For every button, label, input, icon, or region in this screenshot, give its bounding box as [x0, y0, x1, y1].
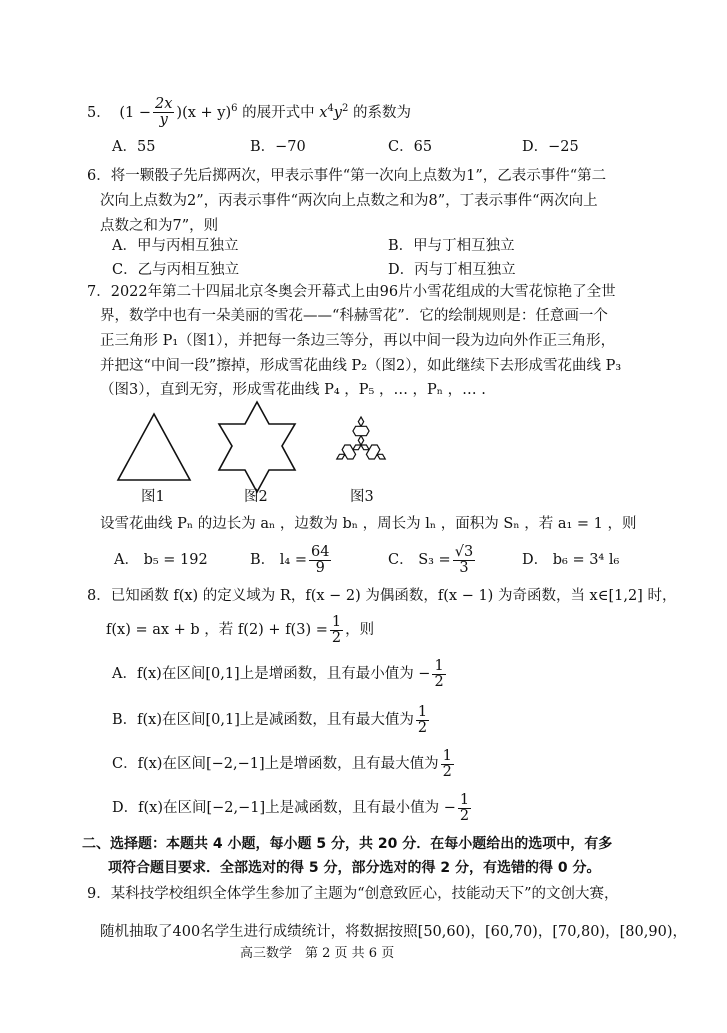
q6-option-d[interactable]: D．丙与丁相互独立: [388, 262, 516, 278]
q7-line4: 并把这“中间一段”擦掉，形成雪花曲线 P₂（图2），如此继续下去形成雪花曲线 P₃: [100, 358, 622, 374]
q8-option-a[interactable]: A．f(x)在区间[0,1]上是增函数，且有最小值为 − $\frac{1}{2}$: [112, 657, 444, 690]
q8-option-d[interactable]: D．f(x)在区间[−2,−1]上是减函数，且有最小值为 − $\frac{1}{2}$: [112, 791, 470, 824]
q6-option-c[interactable]: C．乙与丙相互独立: [112, 262, 240, 278]
q5-option-c[interactable]: C．65: [388, 139, 433, 155]
q7-option-d[interactable]: D． b₆ = 3⁴ l₆: [522, 552, 620, 568]
figure-1-label: 图1: [141, 489, 165, 505]
figure-3-koch-snowflake: [318, 398, 404, 488]
q8-option-c[interactable]: C．f(x)在区间[−2,−1]上是增函数，且有最大值为 $\frac{1}{2}$: [112, 747, 452, 780]
q6-line2: 次向上点数为2”，丙表示事件“两次向上点数之和为8”，丁表示事件“两次向上: [100, 193, 598, 209]
q8-line2: f(x) = ax + b ，若 f(2) + f(3) = $\frac{1}{2}$ ，则: [106, 613, 375, 646]
q5-option-a[interactable]: A．55: [112, 139, 156, 155]
q5-stem: 5． (1 − $\frac{2x}{y}$ )$(x + y)^6$ 的展开式中 $x^4y^2$ 的系数为: [87, 96, 411, 129]
figure-2-hexagram: [212, 398, 302, 498]
section-2-heading-line2: 项符合题目要求．全部选对的得 5 分，部分选对的得 2 分，有选错的得 0 分。: [108, 860, 601, 876]
q7-option-b[interactable]: B． l₄ = $\frac{64}{9}$: [250, 543, 330, 576]
page-footer: 高三数学 第 2 页 共 6 页: [240, 946, 395, 961]
q6-line3: 点数之和为7”，则: [100, 218, 219, 234]
q7-option-b-fraction: $\frac{64}{9}$: [310, 543, 330, 576]
q7-option-c-fraction: $\frac{√3}{3}$: [454, 543, 474, 576]
q7-line1: 7．2022年第二十四届北京冬奥会开幕式上由96片小雪花组成的大雪花惊艳了全世: [87, 284, 616, 300]
q7-line3: 正三角形 P₁（图1），并把每一条边三等分，再以中间一段为边向外作正三角形，: [100, 333, 616, 349]
q8-half-fraction: $\frac{1}{2}$: [331, 613, 342, 646]
q6-line1: 6．将一颗骰子先后掷两次，甲表示事件“第一次向上点数为1”，乙表示事件“第二: [87, 168, 607, 184]
q5-option-b[interactable]: B．−70: [250, 139, 306, 155]
q5-option-d[interactable]: D．−25: [522, 139, 579, 155]
koch-curve: [337, 417, 386, 459]
figure-1-triangle: [114, 410, 194, 486]
q9-line1: 9．某科技学校组织全体学生参加了主题为“创意致匠心，技能动天下”的文创大赛，: [87, 886, 619, 902]
figure-3-label: 图3: [350, 489, 374, 505]
q7-option-c[interactable]: C． S₃ = $\frac{√3}{3}$: [388, 543, 474, 576]
q7-condition: 设雪花曲线 Pₙ 的边长为 aₙ ，边数为 bₙ ，周长为 lₙ ，面积为 Sₙ ，若 a₁ = 1 ，则: [100, 516, 637, 532]
q8-line1: 8．已知函数 f(x) 的定义域为 R，f(x − 2) 为偶函数，f(x − 1) 为奇函数，当 x∈[1,2] 时，: [87, 588, 677, 604]
section-2-heading-line1: 二、选择题：本题共 4 小题，每小题 5 分，共 20 分．在每小题给出的选项中，有多: [82, 836, 613, 852]
q5-fraction: $\frac{2x}{y}$: [155, 96, 173, 129]
q7-line5: （图3），直到无穷，形成雪花曲线 P₄ ，P₅ ，… ，Pₙ ，… .: [100, 382, 486, 398]
q7-option-a[interactable]: A． b₅ = 192: [114, 552, 208, 568]
q9-line2: 随机抽取了400名学生进行成绩统计，将数据按照[50,60)，[60,70)，[70,80)，[80,90)，: [100, 924, 687, 940]
q6-option-b[interactable]: B．甲与丁相互独立: [388, 238, 515, 254]
q7-line2: 界，数学中也有一朵美丽的雪花——“科赫雪花”．它的绘制规则是：任意画一个: [100, 308, 608, 324]
q8-option-b[interactable]: B．f(x)在区间[0,1]上是减函数，且有最大值为 $\frac{1}{2}$: [112, 703, 428, 736]
figure-2-label: 图2: [244, 489, 268, 505]
q6-option-a[interactable]: A．甲与丙相互独立: [112, 238, 239, 254]
